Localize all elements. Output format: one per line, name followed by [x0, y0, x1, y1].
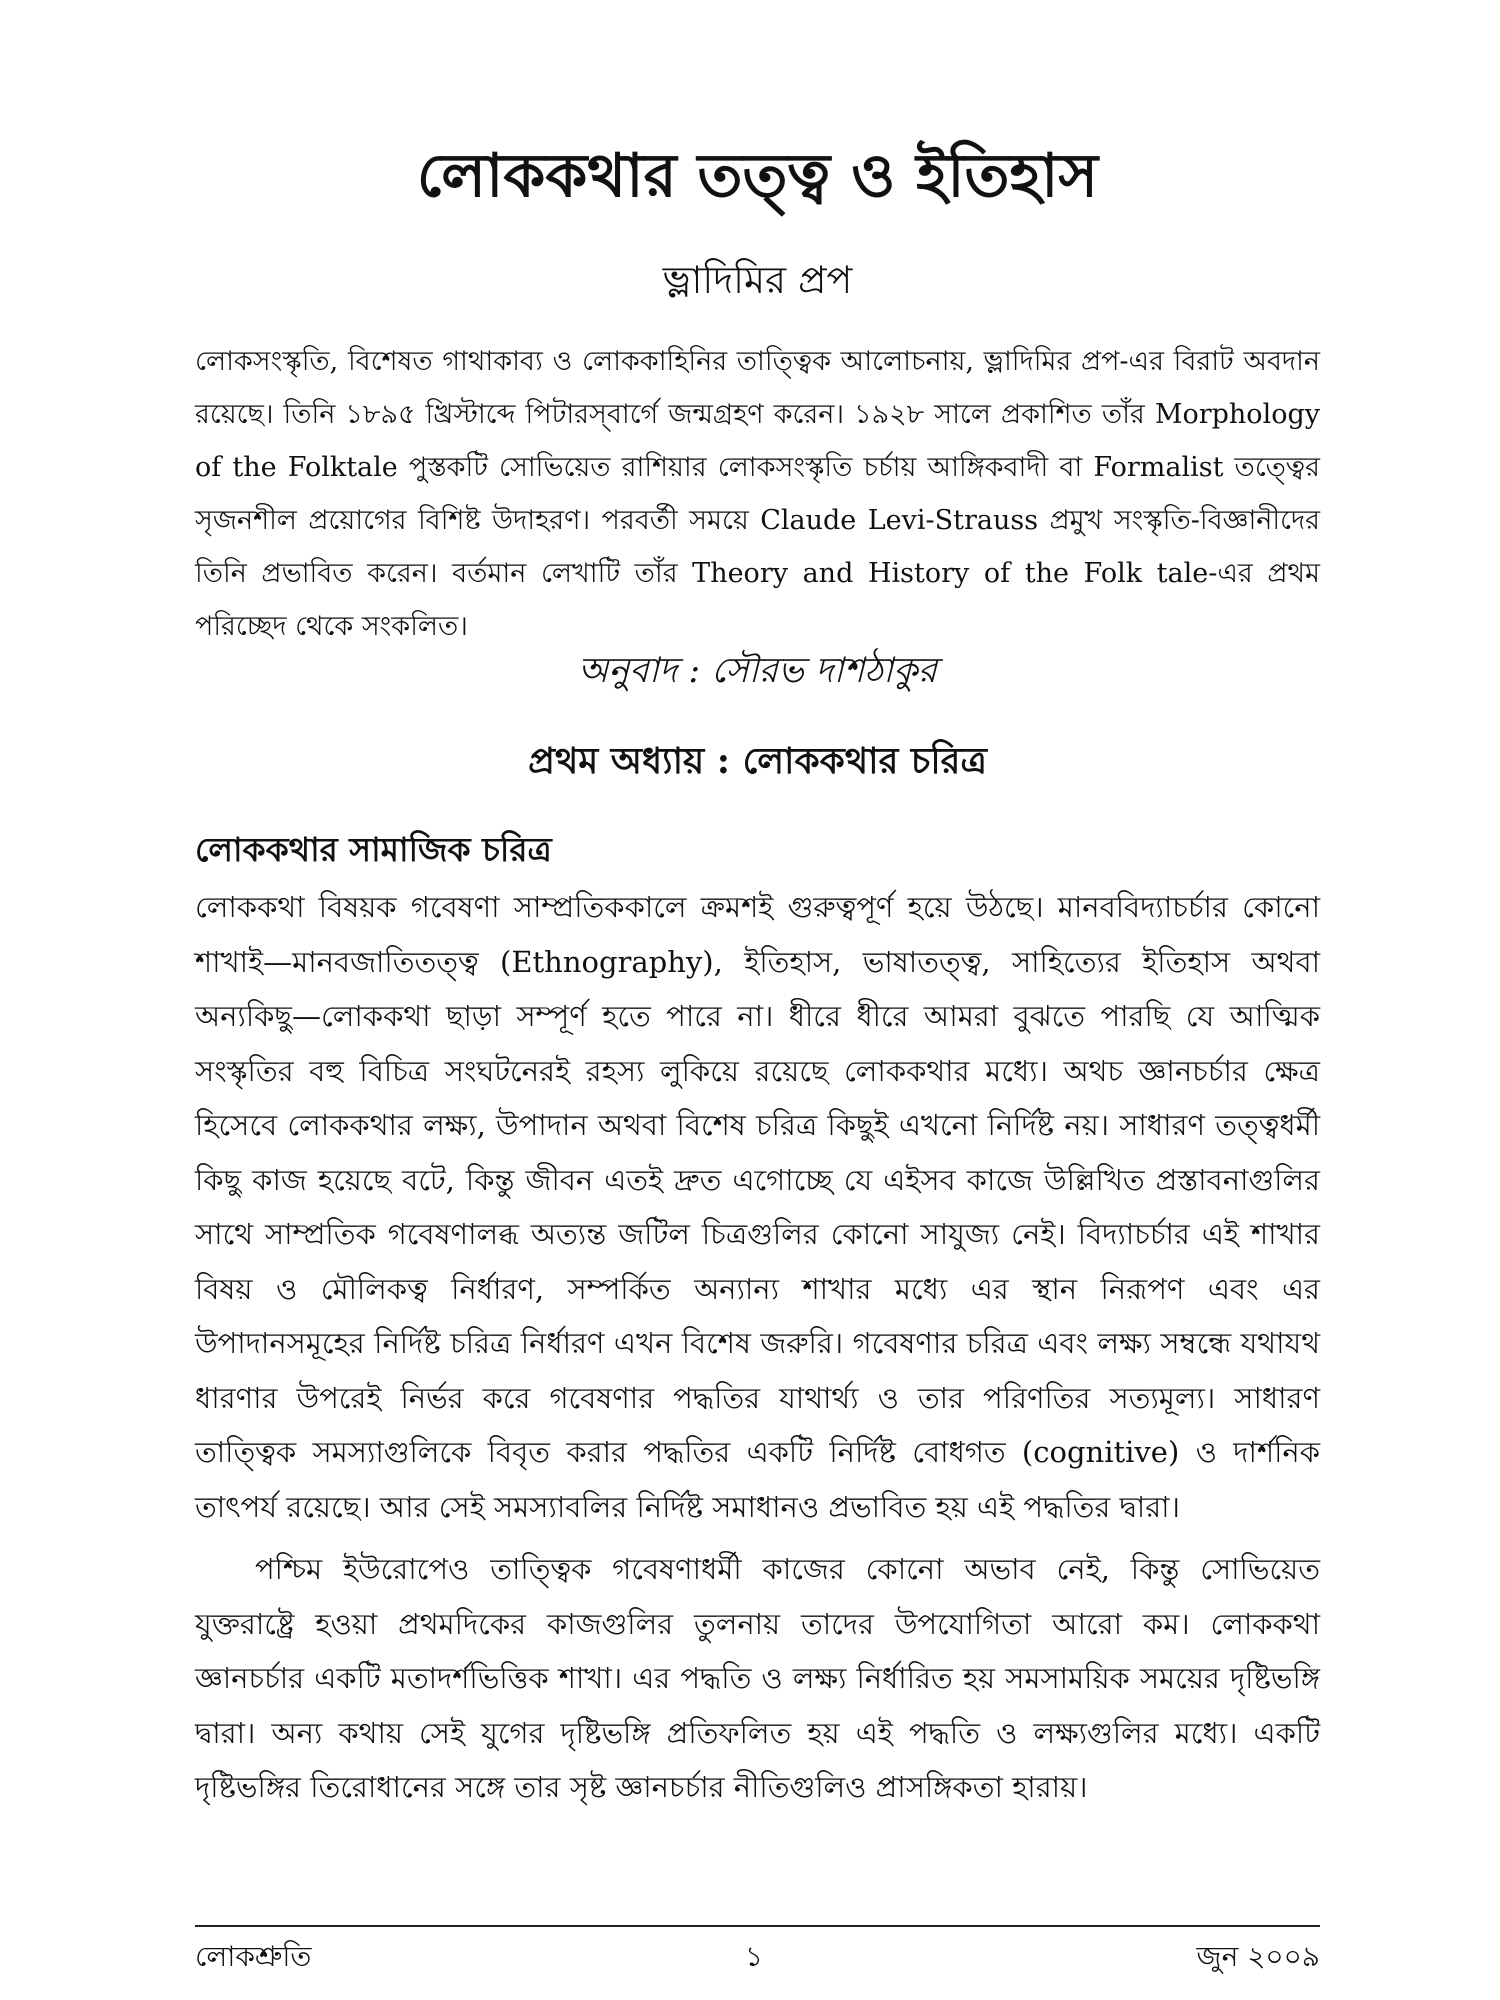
body-text: [195, 880, 1320, 1815]
intro-paragraph: লোকসংস্কৃতি, বিশেষত গাথাকাব্য ও লোককাহিনির তাত্ত্বিক আলোচনায়, ভ্লাদিমির প্রপ-এর বিরাট অবদান রয়েছে। তিনি ১৮৯৫ খ্রিস্টাব্দে পিটারস্‌বার্গে জন্মগ্রহণ করেন। ১৯২৮ সালে প্রকাশিত তাঁর Morphology of the Folktale পুস্তকটি সোভিয়েত রাশিয়ার লোকসংস্কৃতি চর্চায় আঙ্গিকবাদী বা Formalist তত্ত্বের সৃজনশীল প্রয়োগের বিশিষ্ট উদাহরণ। পরবর্তী সময়ে Claude Levi-Strauss প্রমুখ সংস্কৃতি-বিজ্ঞানীদের তিনি প্রভাবিত করেন। বর্তমান লেখাটি তাঁর Theory and History of the Folk tale-এর প্রথম পরিচ্ছেদ থেকে সংকলিত।: [195, 346, 1320, 642]
author-name: ভ্লাদিমির প্রপ: [662, 258, 853, 302]
body-paragraph: পশ্চিম ইউরোপেও তাত্ত্বিক গবেষণাধর্মী কাজের কোনো অভাব নেই, কিন্তু সোভিয়েত যুক্তরাষ্ট্রে হওয়া প্রথমদিকের কাজগুলির তুলনায় তাদের উপযোগিতা আরো কম। লোককথা জ্ঞানচর্চার একটি মতাদর্শভিত্তিক শাখা। এর পদ্ধতি ও লক্ষ্য নির্ধারিত হয় সমসাময়িক সময়ের দৃষ্টিভঙ্গি দ্বারা। অন্য কথায় সেই যুগের দৃষ্টিভঙ্গি প্রতিফলিত হয় এই পদ্ধতি ও লক্ষ্যগুলির মধ্যে। একটি দৃষ্টিভঙ্গির তিরোধানের সঙ্গে তার সৃষ্ট জ্ঞানচর্চার নীতিগুলিও প্রাসঙ্গিকতা হারায়।: [195, 1552, 1320, 1804]
journal-name: লোকশ্রুতি: [195, 1940, 312, 1973]
article-title: লোককথার তত্ত্ব ও ইতিহাস: [416, 141, 1099, 211]
body-paragraph: লোককথা বিষয়ক গবেষণা সাম্প্রতিককালে ক্রমশই গুরুত্বপূর্ণ হয়ে উঠছে। মানববিদ্যাচর্চার কোনো শাখাই—মানবজাতিতত্ত্ব (Ethnography), ইতিহাস, ভাষাতত্ত্ব, সাহিত্যের ইতিহাস অথবা অন্যকিছু—লোককথা ছাড়া সম্পূর্ণ হতে পারে না। ধীরে ধীরে আমরা বুঝতে পারছি যে আত্মিক সংস্কৃতির বহু বিচিত্র সংঘটনেরই রহস্য লুকিয়ে রয়েছে লোককথার মধ্যে। অথচ জ্ঞানচর্চার ক্ষেত্র হিসেবে লোককথার লক্ষ্য, উপাদান অথবা বিশেষ চরিত্র কিছুই এখনো নির্দিষ্ট নয়। সাধারণ তত্ত্বধর্মী কিছু কাজ হয়েছে বটে, কিন্তু জীবন এতই দ্রুত এগোচ্ছে যে এইসব কাজে উল্লিখিত প্রস্তাবনাগুলির সাথে সাম্প্রতিক গবেষণালব্ধ অত্যন্ত জটিল চিত্রগুলির কোনো সাযুজ্য নেই। বিদ্যাচর্চার এই শাখার বিষয় ও মৌলিকত্ব নির্ধারণ, সম্পর্কিত অন্যান্য শাখার মধ্যে এর স্থান নিরূপণ এবং এর উপাদানসমূহের নির্দিষ্ট চরিত্র নির্ধারণ এখন বিশেষ জরুরি। গবেষণার চরিত্র এবং লক্ষ্য সম্বন্ধে যথাযথ ধারণার উপরেই নির্ভর করে গবেষণার পদ্ধতির যাথার্থ্য ও তার পরিণতির সত্যমূল্য। সাধারণ তাত্ত্বিক সমস্যাগুলিকে বিবৃত করার পদ্ধতির একটি নির্দিষ্ট বোধগত (cognitive) ও দার্শনিক তাৎপর্য রয়েছে। আর সেই সমস্যাবলির নির্দিষ্ট সমাধানও প্রভাবিত হয় এই পদ্ধতির দ্বারা।: [195, 890, 1320, 1524]
document-page: [195, 140, 1320, 1980]
section-heading: লোককথার সামাজিক চরিত্র: [195, 830, 552, 869]
translator-credit: অনুবাদ : সৌরভ দাশঠাকুর: [578, 651, 937, 691]
footer-divider: [195, 1925, 1320, 1927]
page-footer: [195, 1940, 1320, 1974]
page-number: ১: [744, 1940, 764, 1973]
chapter-heading: প্রথম অধ্যায় : লোককথার চরিত্র: [528, 740, 987, 782]
issue-date: জুন ২০০৯: [1196, 1940, 1320, 1973]
